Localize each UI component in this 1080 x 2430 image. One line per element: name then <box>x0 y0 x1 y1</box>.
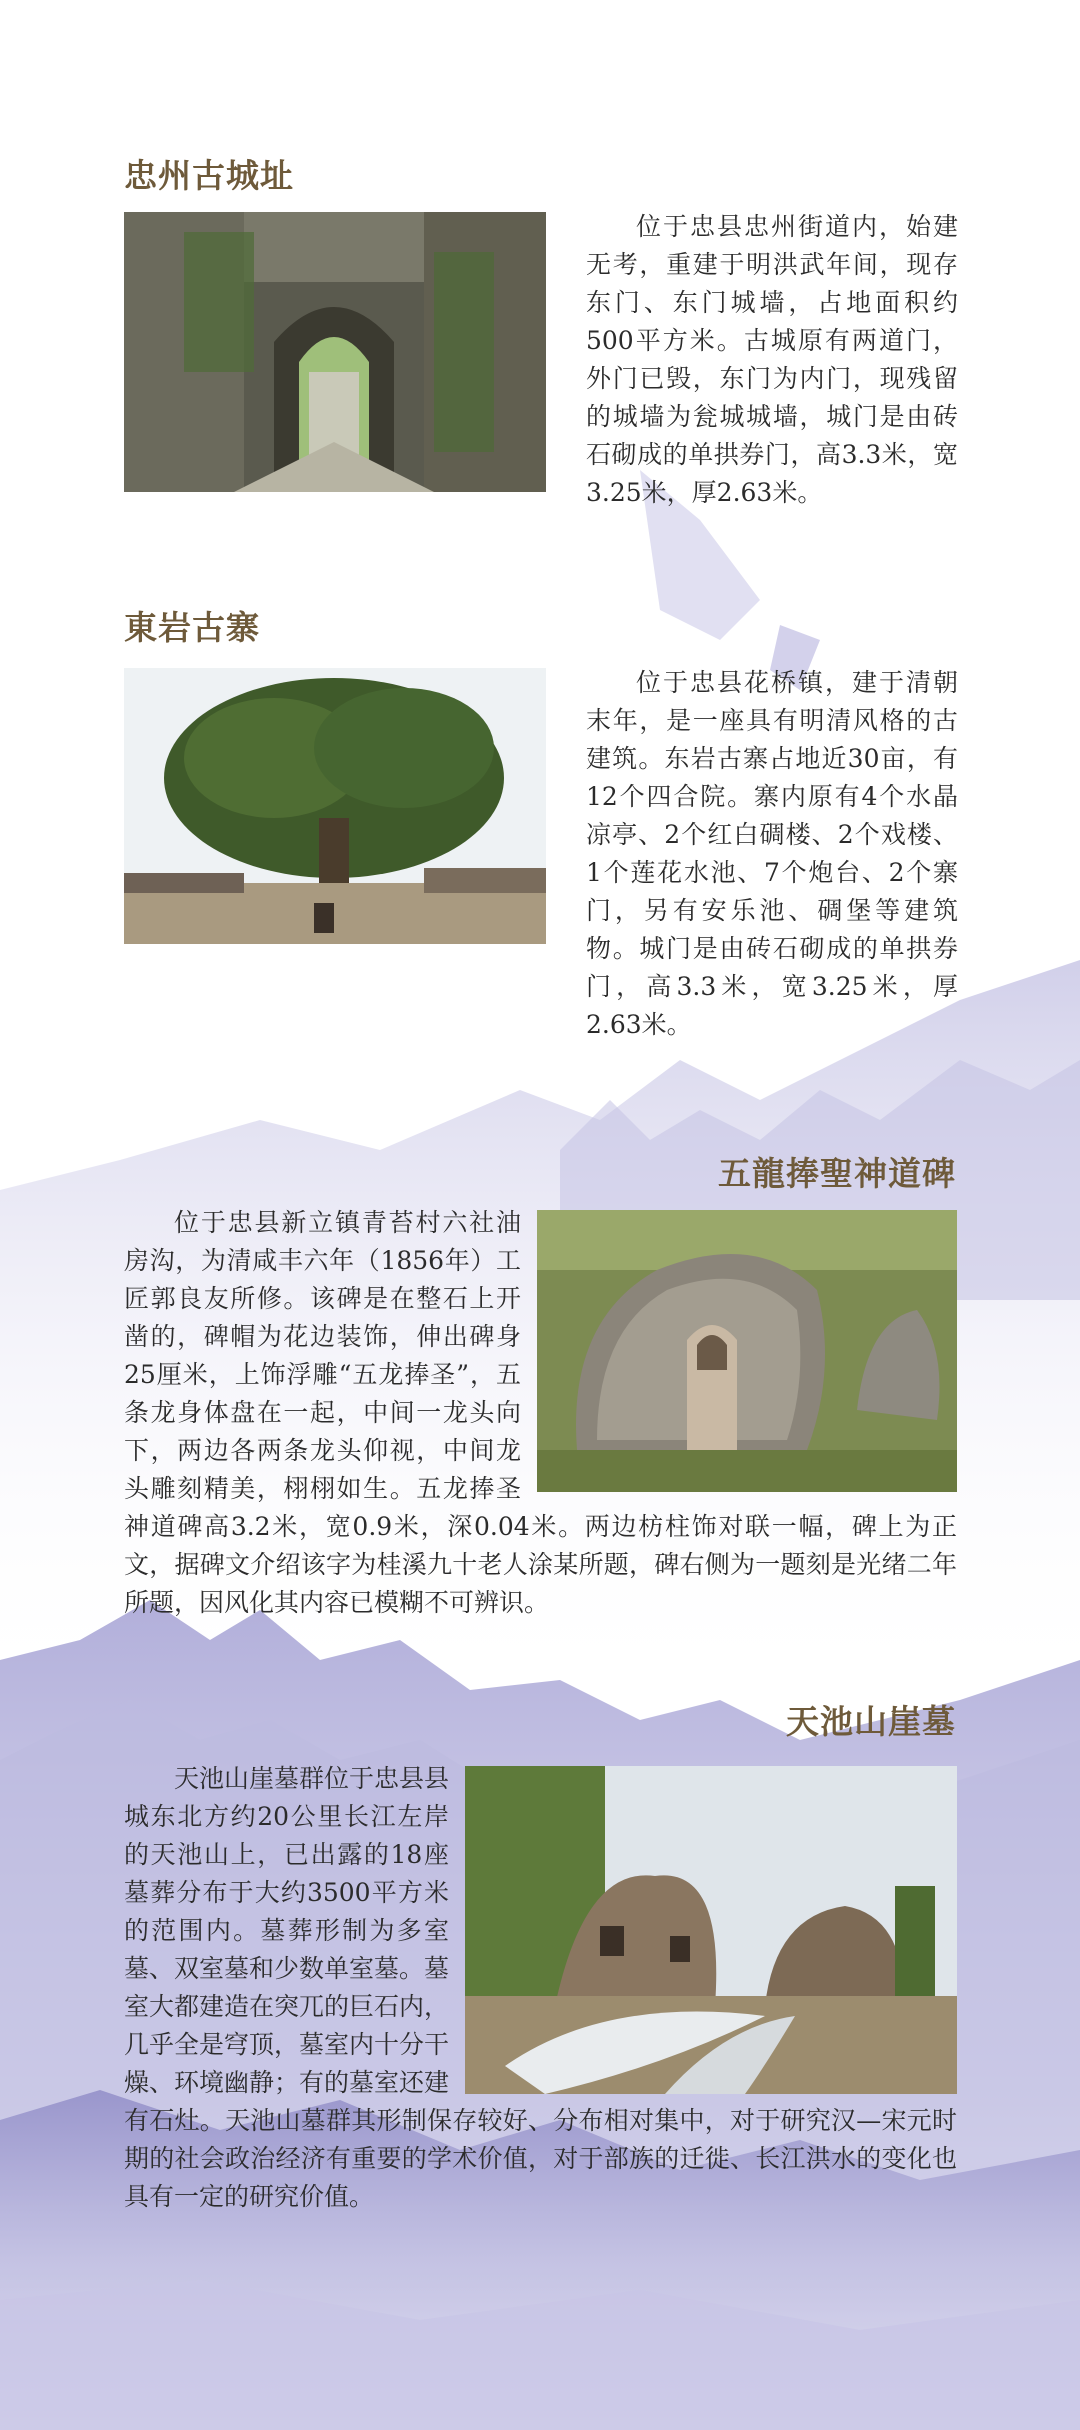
section-text-tianchi: 天池山崖墓群位于忠县县城东北方约20公里长江左岸的天池山上，已出露的18座墓葬分布于大约3500平方米的范围内。墓葬形制为多室墓、双室墓和少数单室墓。墓室大都建造在突兀的巨石内，几乎全是穹顶，墓室内十分干燥、环境幽静；有的墓室还建有石灶。天池山墓群其形制保存较好、分布相对集中，对于研究汉—宋元时期的社会政治经济有重要的学术价值，对于部族的迁徙、长江洪水的变化也具有一定的研究价值。 <box>124 1764 957 2211</box>
photo-city-gate <box>124 212 546 492</box>
section-title-wulong: 五龍捧聖神道碑 <box>718 1154 956 1193</box>
photo-ancient-tree <box>124 668 546 944</box>
section-text-dongyan: 位于忠县花桥镇，建于清朝末年，是一座具有明清风格的古建筑。东岩古寨占地近30亩，有12个四合院。寨内原有4个水晶凉亭、2个红白碉楼、2个戏楼、1个莲花水池、7个炮台、2个寨门，另有安乐池、碉堡等建筑物。城门是由砖石砌成的单拱券门，高3.3米，宽3.25米，厚2.63米。 <box>586 668 958 1039</box>
section-text-wulong: 位于忠县新立镇青苔村六社油房沟，为清咸丰六年（1856年）工匠郭良友所修。该碑是在整石上开凿的，碑帽为花边装饰，伸出碑身25厘米，上饰浮雕“五龙捧圣”，五条龙身体盘在一起，中间一龙头向下，两边各两条龙头仰视，中间龙头雕刻精美，栩栩如生。五龙捧圣神道碑高3.2米，宽0.9米，深0.04米。两边枋柱饰对联一幅，碑上为正文，据碑文介绍该字为桂溪九十老人涂某所题，碑右侧为一题刻是光绪二年所题，因风化其内容已模糊不可辨识。 <box>124 1208 957 1617</box>
section-body-tianchi <box>124 1760 957 2216</box>
section-title-zhongzhou: 忠州古城址 <box>124 156 294 195</box>
section-body-wulong <box>124 1204 957 1622</box>
section-title-dongyan: 東岩古寨 <box>124 608 260 647</box>
photo-cliff-tombs <box>465 1766 957 2094</box>
section-title-tianchi: 天池山崖墓 <box>786 1702 956 1741</box>
section-text-zhongzhou: 位于忠县忠州街道内，始建无考，重建于明洪武年间，现存东门、东门城墙，占地面积约500平方米。古城原有两道门，外门已毁，东门为内门，现残留的城墙为瓮城城墙，城门是由砖石砌成的单拱券门，高3.3米，宽3.25米，厚2.63米。 <box>586 212 958 507</box>
photo-stone-stele <box>537 1210 957 1492</box>
